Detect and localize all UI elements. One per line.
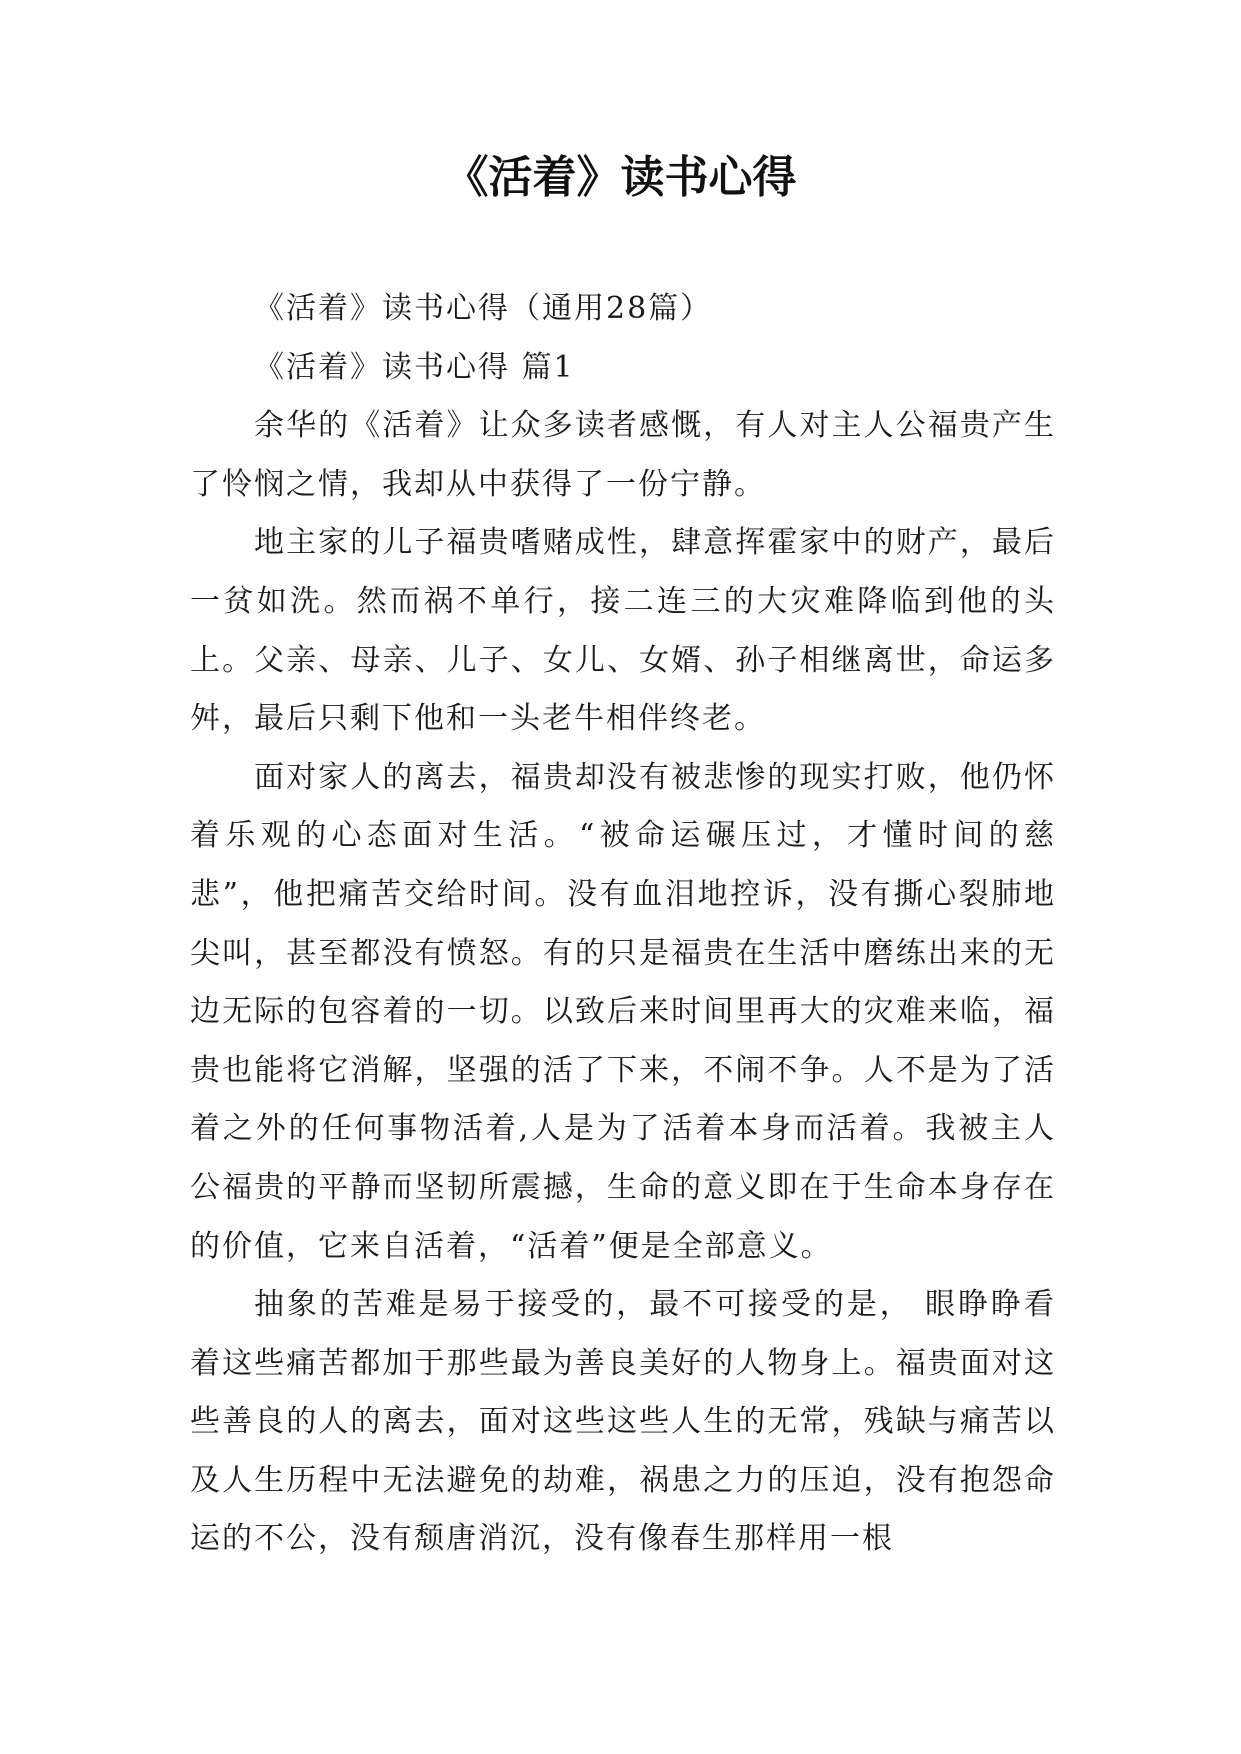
paragraph: 抽象的苦难是易于接受的，最不可接受的是， 眼睁睁看着这些痛苦都加于那些最为善良美好的人物身上。福贵面对这些善良的人的离去，面对这些这些人生的无常，残缺与痛苦以及人生历程中无法避免的劫难，祸患之力的压迫，没有抱怨命运的不公，没有颓唐消沉，没有像春生那样用一根 — [190, 1287, 1056, 1557]
paragraph: 地主家的儿子福贵嗜赌成性，肆意挥霍家中的财产，最后一贫如洗。然而祸不单行，接二连三的大灾难降临到他的头上。父亲、母亲、儿子、女儿、女婿、孙子相继离世，命运多舛，最后只剩下他和一头老牛相伴终老。 — [190, 525, 1056, 737]
paragraph: 余华的《活着》让众多读者感慨，有人对主人公福贵产生了怜悯之情，我却从中获得了一份宁静。 — [190, 408, 1056, 502]
document-title: 《活着》读书心得 — [444, 152, 797, 203]
document-body — [190, 280, 1056, 1569]
subtitle-line: 《活着》读书心得（通用28篇） — [254, 291, 713, 326]
paragraph: 面对家人的离去，福贵却没有被悲惨的现实打败，他仍怀着乐观的心态面对生活。“被命运碾压过，才懂时间的慈悲”，他把痛苦交给时间。没有血泪地控诉，没有撕心裂肺地尖叫，甚至都没有愤怒。有的只是福贵在生活中磨练出来的无边无际的包容着的一切。以致后来时间里再大的灾难来临，福贵也能将它消解，坚强的活了下来，不闹不争。人不是为了活着之外的任何事物活着,人是为了活着本身而活着。我被主人公福贵的平静而坚韧所震撼，生命的意义即在于生命本身存在的价值，它来自活着，“活着”便是全部意义。 — [190, 759, 1056, 1264]
section-heading: 《活着》读书心得 篇1 — [254, 349, 575, 385]
